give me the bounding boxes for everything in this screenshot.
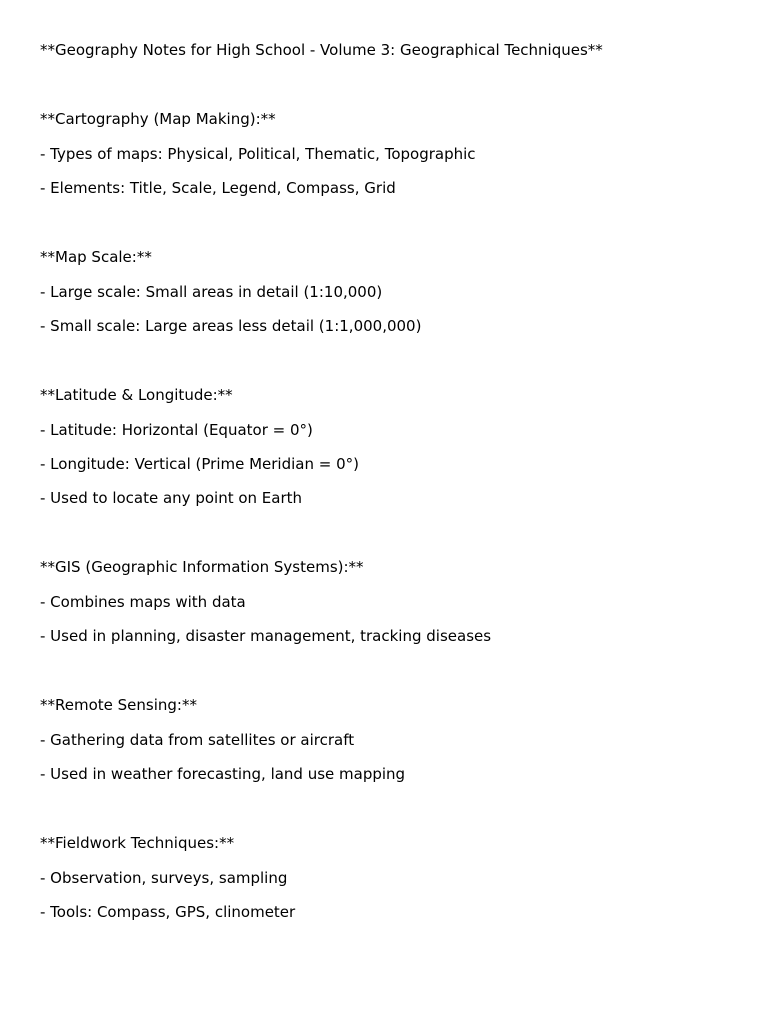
section-heading-gis: **GIS (Geographic Information Systems):** <box>40 558 364 576</box>
list-item: - Longitude: Vertical (Prime Meridian = 0°) <box>40 455 359 473</box>
list-item: - Types of maps: Physical, Political, Thematic, Topographic <box>40 145 476 163</box>
list-item: - Gathering data from satellites or aircraft <box>40 731 355 749</box>
list-item: - Used in planning, disaster management, tracking diseases <box>40 627 492 645</box>
list-item: - Combines maps with data <box>40 593 246 611</box>
list-item: - Tools: Compass, GPS, clinometer <box>40 903 296 921</box>
list-item: - Latitude: Horizontal (Equator = 0°) <box>40 421 313 439</box>
section-heading-cartography: **Cartography (Map Making):** <box>40 110 276 128</box>
page-title: **Geography Notes for High School - Volume 3: Geographical Techniques** <box>40 41 603 59</box>
list-item: - Large scale: Small areas in detail (1:10,000) <box>40 283 383 301</box>
list-item: - Small scale: Large areas less detail (1:1,000,000) <box>40 317 422 335</box>
section-heading-remote-sensing: **Remote Sensing:** <box>40 696 197 714</box>
list-item: - Elements: Title, Scale, Legend, Compass, Grid <box>40 179 396 197</box>
section-heading-fieldwork: **Fieldwork Techniques:** <box>40 834 235 852</box>
list-item: - Observation, surveys, sampling <box>40 869 288 887</box>
list-item: - Used to locate any point on Earth <box>40 489 303 507</box>
section-heading-latitude-longitude: **Latitude & Longitude:** <box>40 386 233 404</box>
section-heading-map-scale: **Map Scale:** <box>40 248 152 266</box>
list-item: - Used in weather forecasting, land use mapping <box>40 765 406 783</box>
